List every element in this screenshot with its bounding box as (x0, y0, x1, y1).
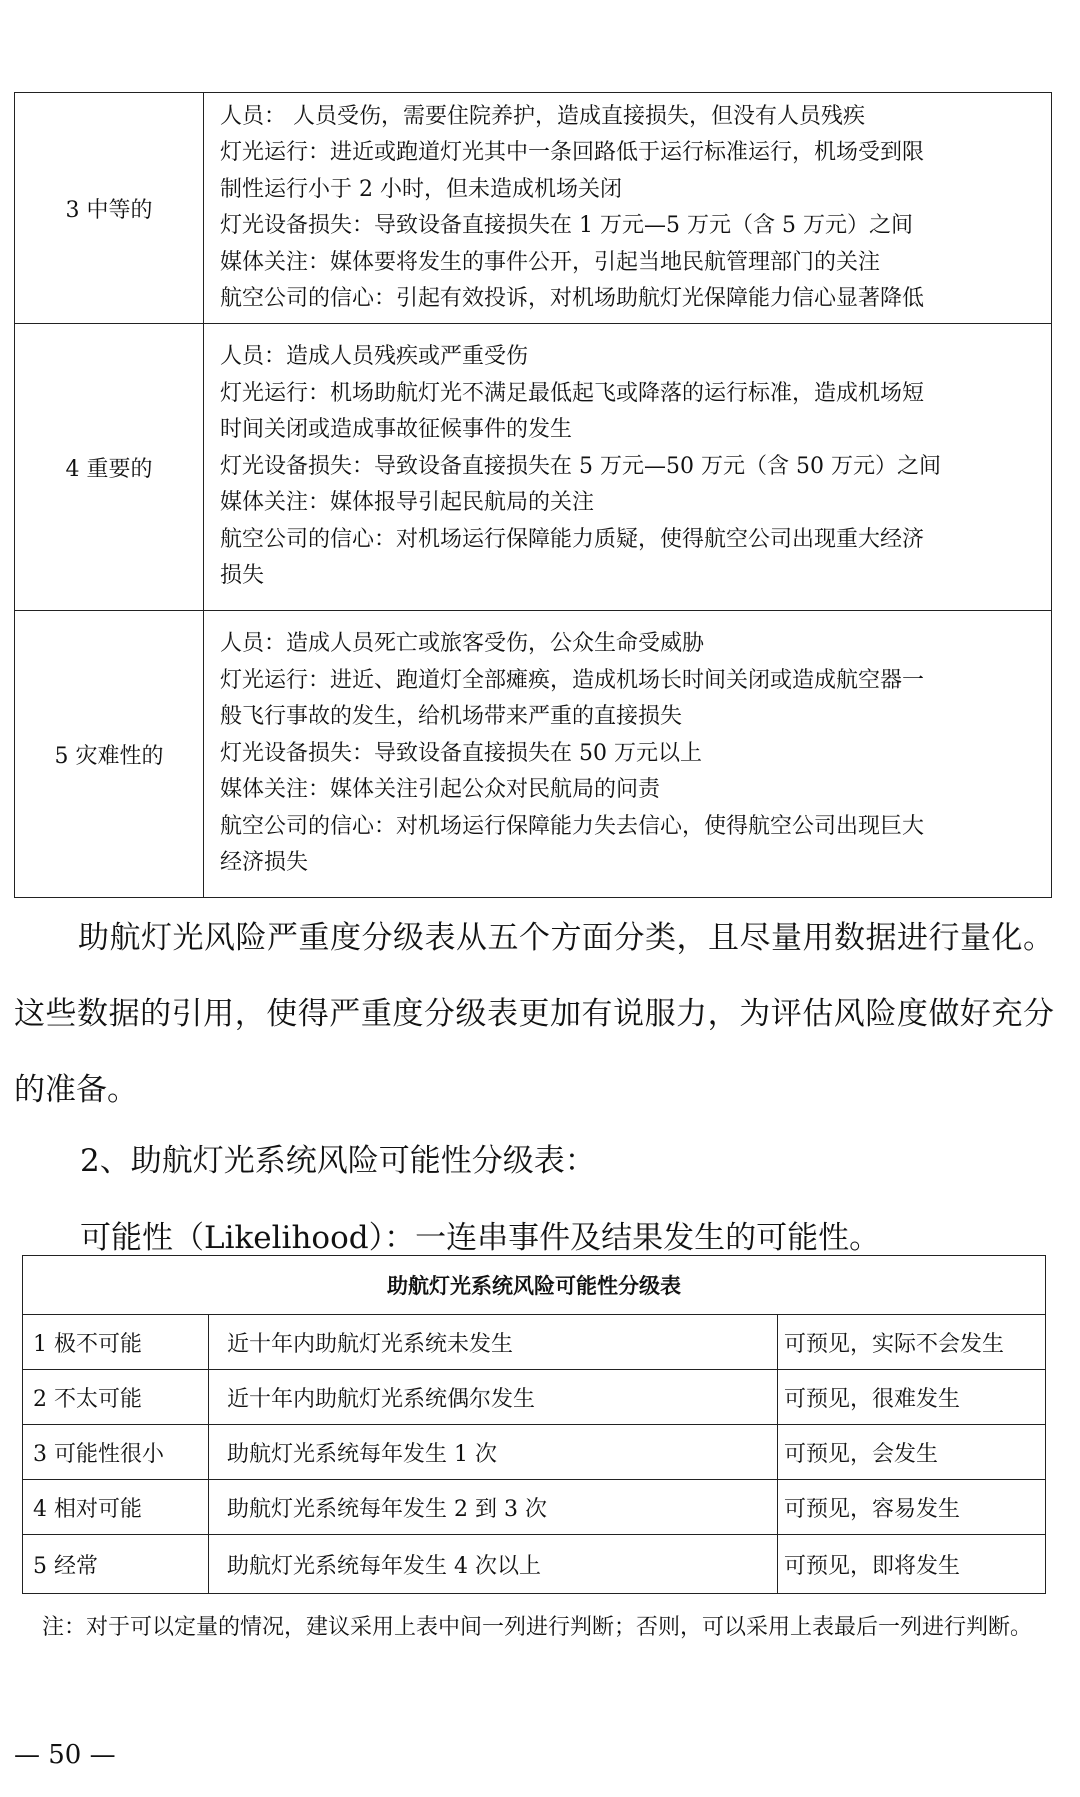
severity-line: 航空公司的信心：对机场运行保障能力质疑，使得航空公司出现重大经济 (220, 526, 925, 552)
severity-line: 灯光设备损失：导致设备直接损失在 5 万元—50 万元（含 50 万元）之间 (220, 453, 941, 479)
severity-line: 人员：造成人员死亡或旅客受伤，公众生命受威胁 (220, 631, 705, 657)
severity-line: 时间关闭或造成事故征候事件的发生 (220, 417, 573, 443)
body-paragraph: 助航灯光风险严重度分级表从五个方面分类，且尽量用数据进行量化。这些数据的引用，使得严重度分级表更加有说服力，为评估风险度做好充分的准备。 (14, 920, 1054, 1108)
severity-line: 媒体关注：媒体报导引起民航局的关注 (220, 490, 595, 516)
likelihood-table-title: 助航灯光系统风险可能性分级表 (23, 1256, 1046, 1315)
likelihood-level: 1 极不可能 (23, 1315, 209, 1370)
likelihood-table (22, 1255, 1046, 1594)
likelihood-frequency: 助航灯光系统每年发生 1 次 (209, 1425, 778, 1480)
severity-line: 人员： 人员受伤，需要住院养护，造成直接损失，但没有人员残疾 (220, 103, 865, 129)
severity-row (15, 324, 1052, 611)
table-row (23, 1425, 1046, 1480)
likelihood-level: 5 经常 (23, 1535, 209, 1594)
severity-level: 5 灾难性的 (15, 611, 204, 898)
table-row (23, 1315, 1046, 1370)
severity-line: 航空公司的信心：引起有效投诉，对机场助航灯光保障能力信心显著降低 (220, 286, 925, 311)
severity-line: 灯光运行：进近、跑道灯全部瘫痪，造成机场长时间关闭或造成航空器一 (220, 667, 925, 693)
likelihood-frequency: 助航灯光系统每年发生 2 到 3 次 (209, 1480, 778, 1535)
likelihood-level: 4 相对可能 (23, 1480, 209, 1535)
section-heading: 2、助航灯光系统风险可能性分级表： (80, 1143, 596, 1179)
likelihood-description: 可预见，会发生 (778, 1425, 1046, 1480)
severity-line: 媒体关注：媒体关注引起公众对民航局的问责 (220, 777, 661, 803)
severity-line: 灯光运行：机场助航灯光不满足最低起飞或降落的运行标准，造成机场短 (220, 380, 925, 406)
severity-level: 4 重要的 (15, 324, 204, 611)
severity-line: 般飞行事故的发生，给机场带来严重的直接损失 (220, 704, 683, 730)
severity-level: 3 中等的 (15, 93, 204, 324)
severity-line: 航空公司的信心：对机场运行保障能力失去信心，使得航空公司出现巨大 (220, 813, 925, 839)
severity-line: 灯光设备损失：导致设备直接损失在 50 万元以上 (220, 740, 702, 766)
likelihood-description: 可预见，即将发生 (778, 1535, 1046, 1594)
table-note: 注：对于可以定量的情况，建议采用上表中间一列进行判断；否则，可以采用上表最后一列进行判断。 (42, 1615, 1033, 1640)
severity-row (15, 611, 1052, 898)
severity-description (204, 324, 1052, 611)
severity-line: 经济损失 (220, 850, 309, 876)
severity-line: 制性运行小于 2 小时，但未造成机场关闭 (220, 176, 622, 202)
severity-line: 灯光设备损失：导致设备直接损失在 1 万元—5 万元（含 5 万元）之间 (220, 213, 913, 238)
table-row (23, 1370, 1046, 1425)
severity-table (14, 92, 1052, 898)
page-number: — 50 — (14, 1740, 116, 1770)
likelihood-frequency: 近十年内助航灯光系统偶尔发生 (209, 1370, 778, 1425)
likelihood-description: 可预见，实际不会发生 (778, 1315, 1046, 1370)
table-row (23, 1535, 1046, 1594)
severity-description (204, 93, 1052, 324)
likelihood-description: 可预见，很难发生 (778, 1370, 1046, 1425)
severity-line: 损失 (220, 563, 265, 589)
table-row (23, 1480, 1046, 1535)
likelihood-frequency: 助航灯光系统每年发生 4 次以上 (209, 1535, 778, 1594)
severity-row (15, 93, 1052, 324)
severity-line: 人员：造成人员残疾或严重受伤 (220, 344, 529, 370)
likelihood-frequency: 近十年内助航灯光系统未发生 (209, 1315, 778, 1370)
severity-line: 灯光运行：进近或跑道灯光其中一条回路低于运行标准运行，机场受到限 (220, 140, 925, 165)
likelihood-level: 3 可能性很小 (23, 1425, 209, 1480)
severity-description (204, 611, 1052, 898)
severity-line: 媒体关注：媒体要将发生的事件公开，引起当地民航管理部门的关注 (220, 249, 881, 275)
likelihood-level: 2 不太可能 (23, 1370, 209, 1425)
likelihood-description: 可预见，容易发生 (778, 1480, 1046, 1535)
definition-paragraph: 可能性（Likelihood）：一连串事件及结果发生的可能性。 (80, 1220, 881, 1256)
